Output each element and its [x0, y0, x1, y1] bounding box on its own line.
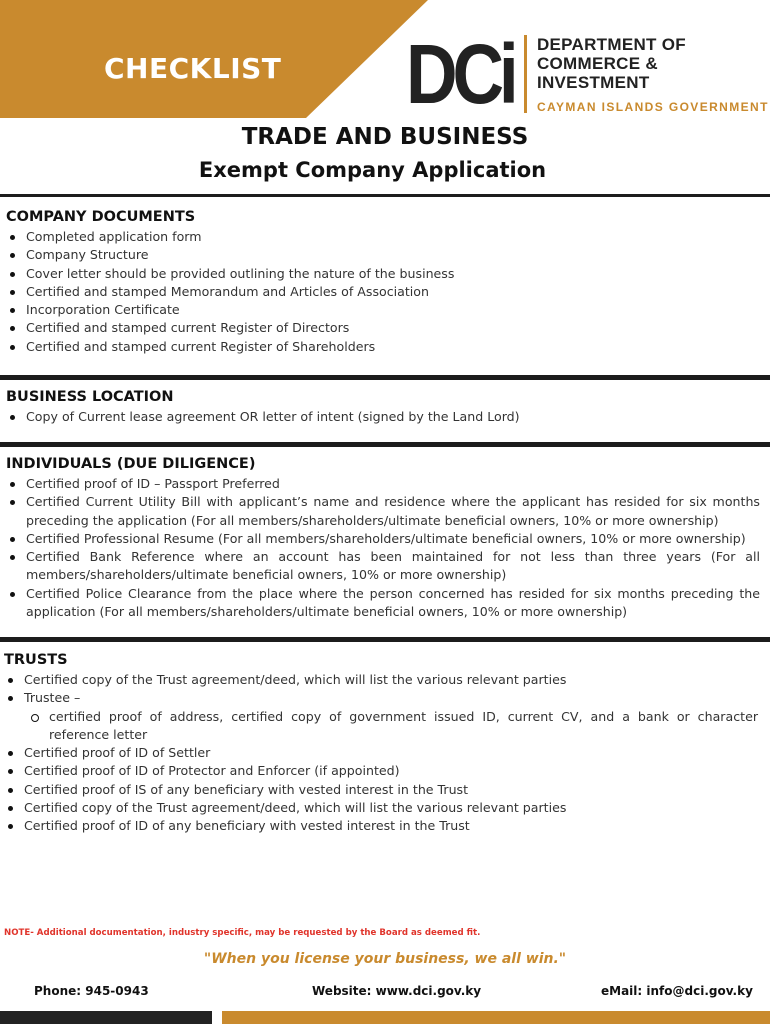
logo-divider: [524, 35, 527, 113]
company-documents-section: [6, 209, 760, 356]
dci-logo[interactable]: [406, 27, 770, 121]
list-item: Copy of Current lease agreement OR letter of intent (signed by the Land Lord): [6, 408, 760, 426]
list-item: Certified Current Utility Bill with applicant’s name and residence where the applicant has resided for six months preceding the application (For all members/shareholders/ultimate beneficial owners, 10% or more ownership): [6, 493, 760, 530]
logo-line-3: CAYMAN ISLANDS GOVERNMENT: [536, 99, 769, 114]
individuals-section: [6, 456, 760, 621]
list-item: Incorporation Certificate: [6, 301, 760, 319]
list-item: Certified copy of the Trust agreement/deed, which will list the various relevant parties: [4, 799, 758, 817]
website-link[interactable]: Website: www.dci.gov.ky: [312, 984, 482, 998]
list-item: Certified Bank Reference where an account has been maintained for not less than three years (For all members/shareholders/ultimate beneficial owners, 10% or more ownership): [6, 548, 760, 585]
note-text: NOTE- Additional documentation, industry specific, may be requested by the Board as deemed fit.: [4, 928, 481, 938]
list-item: Cover letter should be provided outlining the nature of the business: [6, 265, 760, 283]
list-item: Certified proof of ID of any beneficiary with vested interest in the Trust: [4, 817, 758, 835]
phone-contact: Phone: 945-0943: [34, 984, 149, 998]
divider: [0, 442, 770, 447]
document-title: TRADE AND BUSINESS: [241, 124, 529, 150]
section-heading: INDIVIDUALS (DUE DILIGENCE): [6, 456, 256, 472]
list-item: Certified and stamped Memorandum and Articles of Association: [6, 283, 760, 301]
document-subtitle: Exempt Company Application: [198, 158, 547, 182]
list-item: Certified proof of ID of Settler: [4, 744, 758, 762]
section-heading: BUSINESS LOCATION: [6, 389, 174, 405]
footer-bar-gold: [222, 1011, 770, 1024]
trustee-sublist: [24, 708, 758, 745]
list-item: Completed application form: [6, 228, 760, 246]
business-location-section: [6, 389, 760, 426]
business-location-list: [6, 408, 760, 426]
trusts-list: [4, 671, 758, 836]
logo-mark: DCi: [406, 27, 514, 121]
list-item: Certified Police Clearance from the place where the person concerned has resided for six months preceding the application (For all members/shareholders/ultimate beneficial owners, 10% or more ownership): [6, 585, 760, 622]
banner-title: CHECKLIST: [104, 52, 282, 85]
logo-wordmark: [537, 35, 770, 114]
list-item: Certified proof of ID of Protector and Enforcer (if appointed): [4, 762, 758, 780]
logo-line-1: DEPARTMENT OF: [536, 34, 686, 54]
list-item: Certified copy of the Trust agreement/deed, which will list the various relevant parties: [4, 671, 758, 689]
logo-line-2: COMMERCE & INVESTMENT: [536, 53, 658, 92]
list-item: [4, 689, 758, 744]
individuals-list: [6, 475, 760, 621]
sub-list-item: certified proof of address, certified copy of government issued ID, current CV, and a bank or character reference letter: [24, 708, 758, 745]
trustee-label: Trustee –: [24, 690, 81, 706]
email-link[interactable]: eMail: info@dci.gov.ky: [601, 984, 753, 998]
section-heading: TRUSTS: [4, 652, 68, 668]
divider: [0, 637, 770, 642]
section-heading: COMPANY DOCUMENTS: [6, 209, 196, 225]
divider: [0, 194, 770, 197]
slogan: "When you license your business, we all win.": [203, 951, 567, 967]
list-item: Company Structure: [6, 246, 760, 264]
company-documents-list: [6, 228, 760, 356]
divider: [0, 375, 770, 380]
footer-bar-dark: [0, 1011, 212, 1024]
trusts-section: [4, 652, 758, 836]
list-item: Certified and stamped current Register of Directors: [6, 319, 760, 337]
list-item: Certified proof of IS of any beneficiary with vested interest in the Trust: [4, 781, 758, 799]
list-item: Certified Professional Resume (For all members/shareholders/ultimate beneficial owners, 10% or more ownership): [6, 530, 760, 548]
list-item: Certified proof of ID – Passport Preferred: [6, 475, 760, 493]
list-item: Certified and stamped current Register of Shareholders: [6, 338, 760, 356]
